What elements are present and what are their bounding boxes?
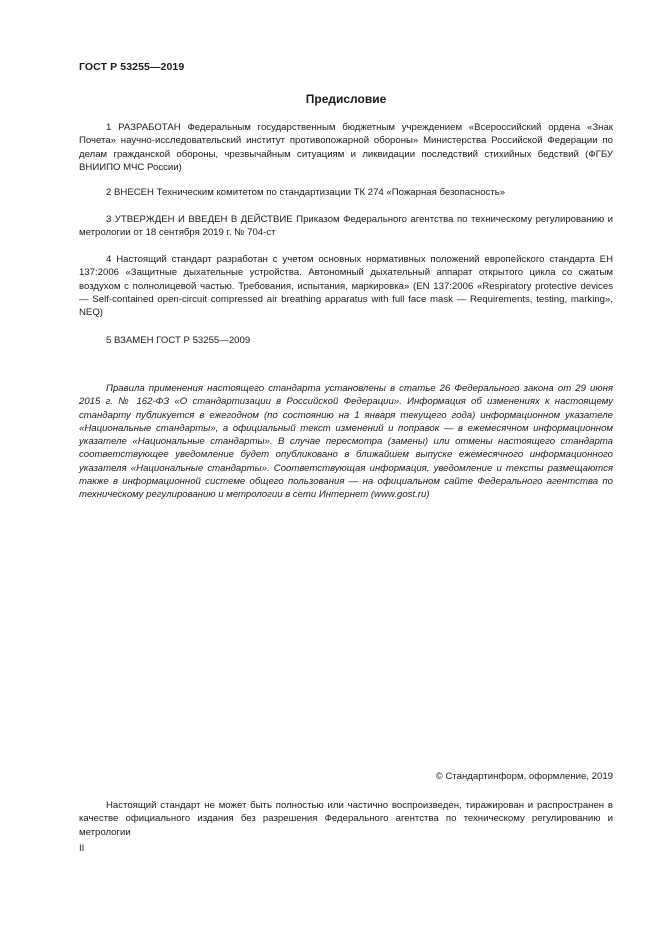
foreword-item-3: 3 УТВЕРЖДЕН И ВВЕДЕН В ДЕЙСТВИЕ Приказом Федерального агентства по техническому регулированию и метрологии от 18 сентября 2019 г. № 704-ст [79, 214, 613, 239]
standard-rules-notice: Правила применения настоящего стандарта установлены в статье 26 Федерального закона от 29 июня 2015 г. № 162-ФЗ «О стандартизации в Российской Федерации». Информация об изменениях к настоящему стандарту публикуется в ежегодном (по состоянию на 1 января текущего года) информационном указателе «Национальные стандарты», а официальный текст изменений и поправок — в ежемесячном информационном указателе «Национальные стандарты». В случае пересмотра (замены) или отмены настоящего стандарта соответствующее уведомление будет опубликовано в ближайшем выпуске ежемесячного информационного указателя «Национальные стандарты». Соответствующая информация, уведомление и тексты размещаются также в информационной системе общего пользования — на официальном сайте Федерального агентства по техническому регулированию и метрологии в сети Интернет (www.gost.ru) [79, 383, 613, 501]
reproduction-notice: Настоящий стандарт не может быть полностью или частично воспроизведен, тиражирован и распространен в качестве официального издания без разрешения Федерального агентства по техническому регулированию и метрологии [79, 800, 613, 838]
foreword-item-1: 1 РАЗРАБОТАН Федеральным государственным бюджетным учреждением «Всероссийский ордена «Знак Почета» научно-исследовательский институт противопожарной обороны» Министерства Российской Федерации по делам гражданской обороны, чрезвычайным ситуациям и ликвидации последствий стихийных бедствий (ФГБУ ВНИИПО МЧС России) [79, 122, 613, 173]
document-code: ГОСТ Р 53255—2019 [79, 61, 185, 73]
foreword-item-5: 5 ВЗАМЕН ГОСТ Р 53255—2009 [106, 335, 251, 346]
foreword-item-2: 2 ВНЕСЕН Техническим комитетом по стандартизации ТК 274 «Пожарная безопасность» [106, 187, 506, 198]
page-number: II [79, 843, 85, 854]
foreword-title: Предисловие [305, 92, 387, 106]
foreword-item-4: 4 Настоящий стандарт разработан с учетом основных нормативных положений европейского стандарта ЕН 137:2006 «Защитные дыхательные устройства. Автономный дыхательный аппарат открытого цикла со сжатым воздухом с полнолицевой частью. Требования, испытания, маркировка» (EN 137:2006 «Respiratory protective devices — Self-contained open-circuit compressed air breathing apparatus with full face mask — Requirements, testing, marking», NEQ) [79, 254, 613, 319]
copyright-line: © Стандартинформ, оформление, 2019 [435, 771, 613, 782]
